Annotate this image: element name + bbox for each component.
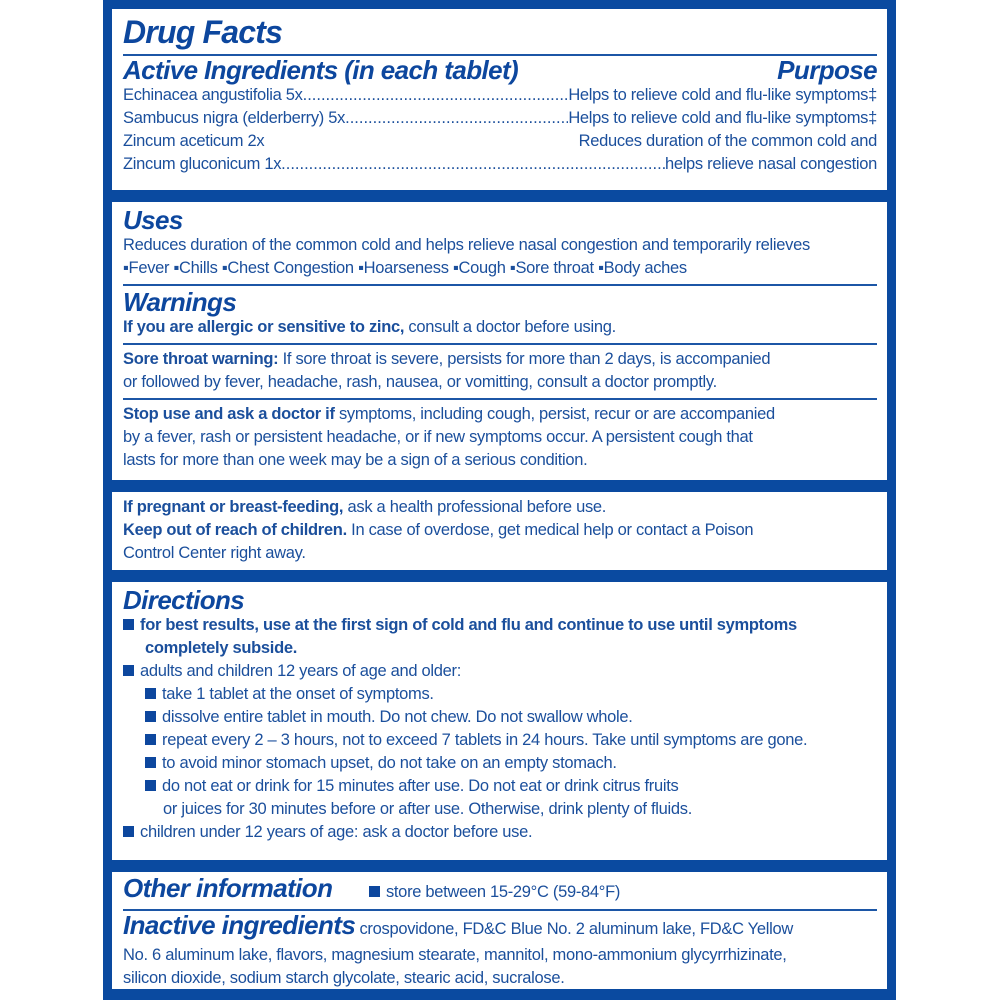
- uses-text: Reduces duration of the common cold and helps relieve nasal congestion and temporarily relieves: [123, 236, 810, 254]
- direction-subitem: repeat every 2 – 3 hours, not to exceed 7 tablets in 24 hours. Take until symptoms are gone.: [123, 729, 877, 752]
- storage-text: store between 15-29°C (59-84°F): [385, 883, 621, 901]
- divider: [123, 343, 877, 345]
- pregnancy-panel: [112, 492, 887, 570]
- bullet-square-icon: [123, 665, 134, 676]
- pregnancy-warning: If pregnant or breast-feeding, ask a health professional before use.: [123, 498, 607, 516]
- inactive-text: silicon dioxide, sodium starch glycolate, stearic acid, sucralose.: [123, 969, 565, 987]
- divider: [123, 398, 877, 400]
- ingredient-row: Zincum gluconicum 1x ..... helps relieve nasal congestion: [123, 153, 877, 176]
- direction-subitem-cont: or juices for 30 minutes before or after use. Otherwise, drink plenty of fluids.: [163, 800, 693, 818]
- keep-out-warning: Keep out of reach of children. In case of overdose, get medical help or contact a Poison: [123, 521, 754, 539]
- ingredient-row: Zincum aceticum 2x Reduces duration of the common cold and: [123, 132, 877, 150]
- direction-item: adults and children 12 years of age and older:: [123, 660, 877, 683]
- stop-use-warning-cont: by a fever, rash or persistent headache, or if new symptoms occur. A persistent cough that: [123, 428, 753, 446]
- bullet-square-icon: [145, 757, 156, 768]
- direction-subitem: do not eat or drink for 15 minutes after use. Do not eat or drink citrus fruits: [123, 775, 877, 798]
- drug-facts-title: Drug Facts: [123, 14, 283, 50]
- inactive-text: No. 6 aluminum lake, flavors, magnesium stearate, mannitol, mono-ammonium glycyrrhizinate,: [123, 946, 787, 964]
- stop-use-warning: Stop use and ask a doctor if symptoms, including cough, persist, recur or are accompanied: [123, 405, 775, 423]
- direction-subitem: take 1 tablet at the onset of symptoms.: [123, 683, 877, 706]
- other-info-panel: [112, 872, 887, 989]
- bullet-square-icon: [369, 886, 380, 897]
- other-info-row: [123, 874, 877, 909]
- direction-subitem: to avoid minor stomach upset, do not take on an empty stomach.: [123, 752, 877, 775]
- inactive-ingredients: Inactive ingredients crospovidone, FD&C Blue No. 2 aluminum lake, FD&C Yellow: [123, 910, 793, 940]
- bullet-square-icon: [145, 780, 156, 791]
- bullet-square-icon: [145, 734, 156, 745]
- purpose-heading: Purpose: [777, 55, 877, 85]
- ingredient-row: Sambucus nigra (elderberry) 5x ..... Helps to relieve cold and flu-like symptoms‡: [123, 107, 877, 130]
- bullet-square-icon: [123, 826, 134, 837]
- keep-out-warning-cont: Control Center right away.: [123, 544, 306, 562]
- other-info-heading: Other information: [123, 873, 333, 903]
- active-ingredients-panel: [112, 9, 887, 190]
- uses-warnings-panel: [112, 202, 887, 480]
- bullet-square-icon: [123, 619, 134, 630]
- inactive-heading: Inactive ingredients: [123, 910, 356, 940]
- direction-subitem: dissolve entire tablet in mouth. Do not chew. Do not swallow whole.: [123, 706, 877, 729]
- divider: [123, 284, 877, 286]
- drug-facts-frame: [103, 0, 896, 1000]
- ingredient-row: Echinacea angustifolia 5x ..... Helps to relieve cold and flu-like symptoms‡: [123, 84, 877, 107]
- active-ingredients-heading: Active Ingredients (in each tablet): [123, 55, 519, 85]
- directions-heading: Directions: [123, 585, 245, 615]
- warnings-heading: Warnings: [123, 287, 237, 317]
- uses-symptoms: ▪Fever ▪Chills ▪Chest Congestion ▪Hoarseness ▪Cough ▪Sore throat ▪Body aches: [123, 259, 687, 277]
- bullet-square-icon: [145, 711, 156, 722]
- direction-item: children under 12 years of age: ask a doctor before use.: [123, 821, 877, 844]
- direction-item-cont: completely subside.: [145, 639, 298, 657]
- direction-item: for best results, use at the first sign of cold and flu and continue to use until symptoms: [123, 614, 877, 637]
- uses-heading: Uses: [123, 205, 183, 235]
- allergy-warning: If you are allergic or sensitive to zinc, consult a doctor before using.: [123, 318, 616, 336]
- directions-panel: [112, 582, 887, 860]
- sore-throat-warning-cont: or followed by fever, headache, rash, nausea, or vomitting, consult a doctor promptly.: [123, 373, 717, 391]
- sore-throat-warning: Sore throat warning: If sore throat is severe, persists for more than 2 days, is accompanied: [123, 350, 771, 368]
- stop-use-warning-cont: lasts for more than one week may be a sign of a serious condition.: [123, 451, 588, 469]
- bullet-square-icon: [145, 688, 156, 699]
